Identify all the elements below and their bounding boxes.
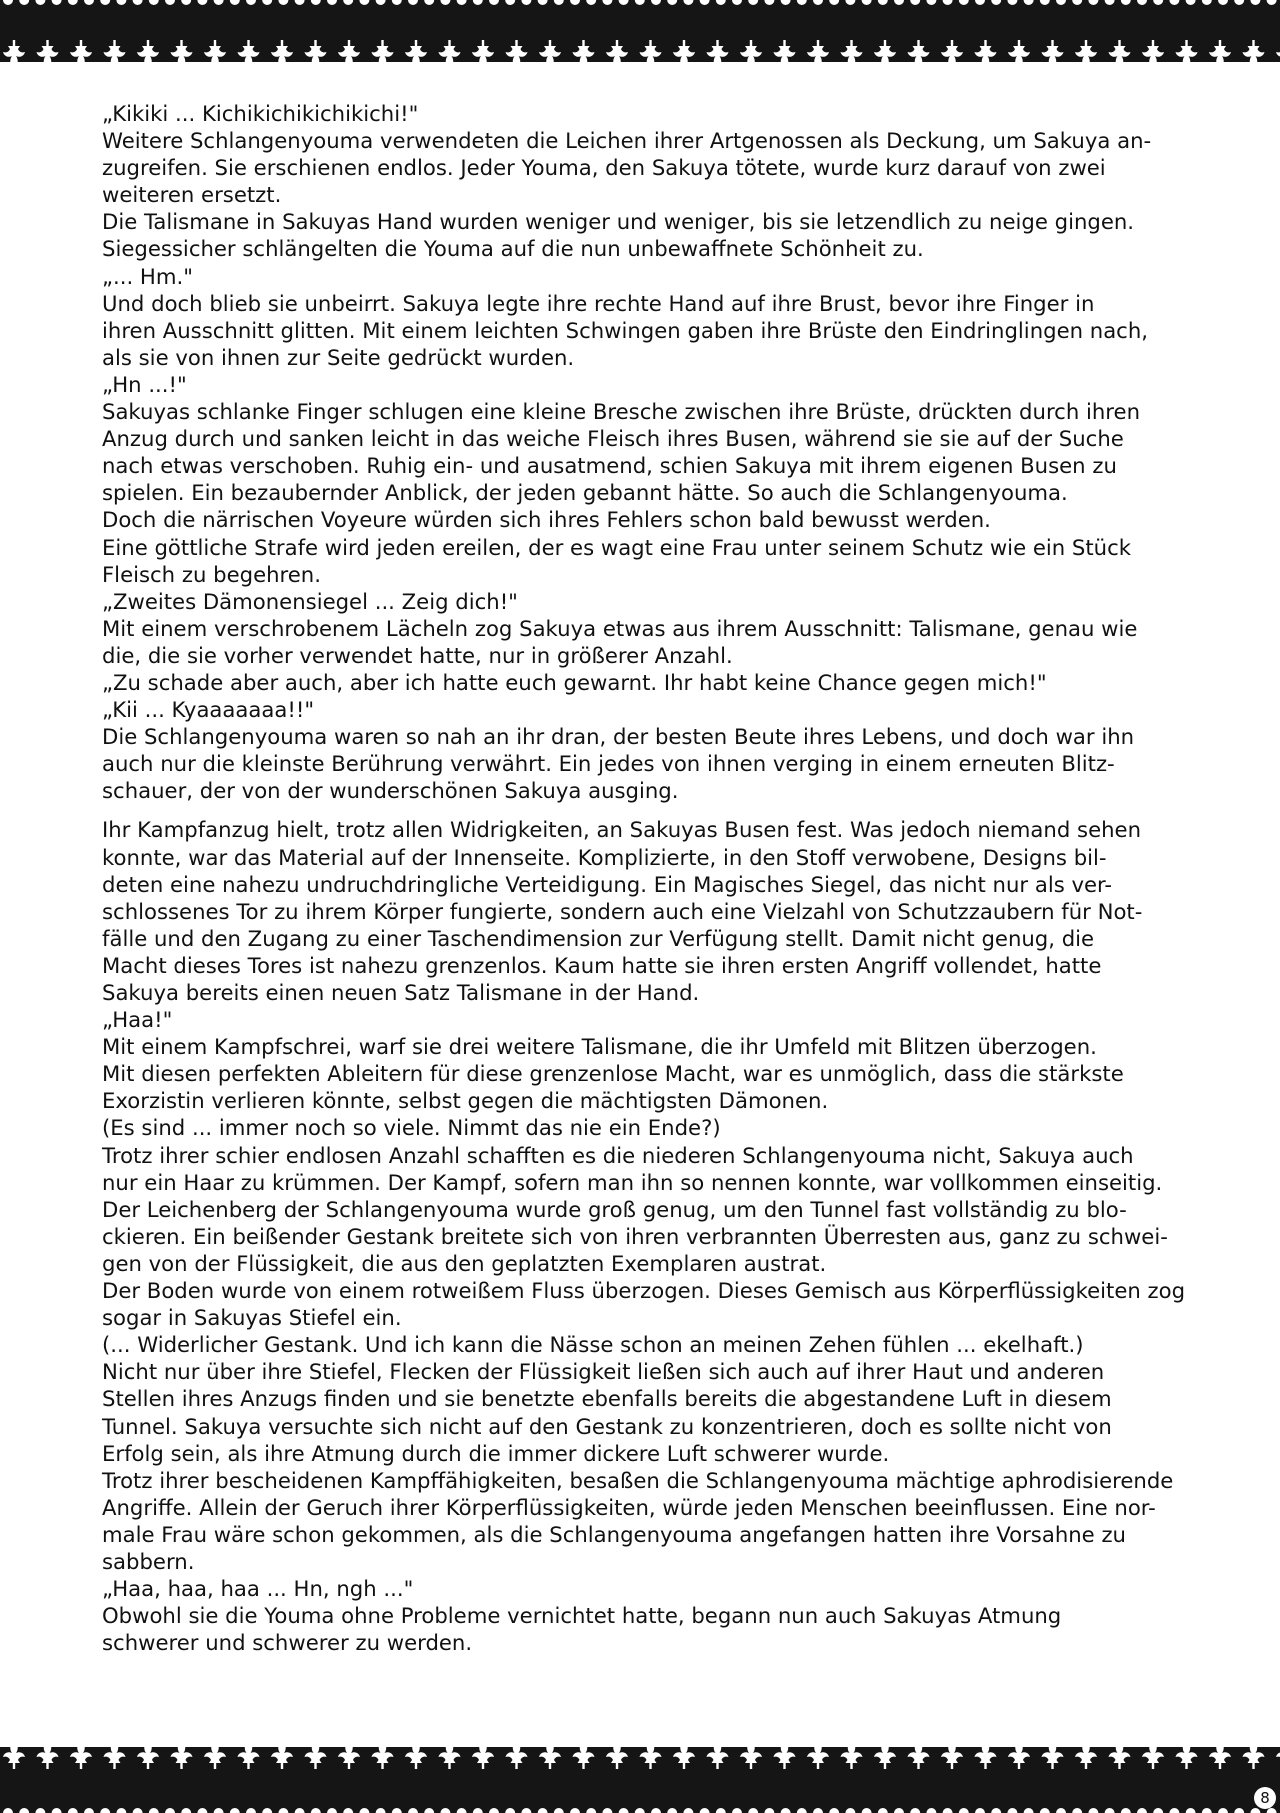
text-line: ckieren. Ein beißender Gestank breitete sich von ihren verbrannten Überresten aus, ganz zu schwei- [102, 1223, 1168, 1249]
text-line: „Haa, haa, haa ... Hn, ngh ..." [102, 1576, 414, 1602]
text-line: als sie von ihnen zur Seite gedrückt wurden. [102, 344, 575, 370]
bottom-border-graphic [0, 1747, 1280, 1813]
text-line: Der Boden wurde von einem rotweißem Fluss überzogen. Dieses Gemisch aus Körperflüssigkeiten zog [102, 1278, 1186, 1304]
text-line: Trotz ihrer schier endlosen Anzahl schafften es die niederen Schlangenyouma nicht, Sakuya auch [102, 1142, 1134, 1168]
text-line: Tunnel. Sakuya versuchte sich nicht auf den Gestank zu konzentrieren, doch es sollte nicht von [102, 1413, 1112, 1439]
text-line: nach etwas verschoben. Ruhig ein- und ausatmend, schien Sakuya mit ihrem eigenen Busen zu [102, 453, 1117, 479]
text-block-1 [102, 100, 1214, 804]
text-line: Die Talismane in Sakuyas Hand wurden weniger und weniger, bis sie letzendlich zu neige gingen. [102, 209, 1135, 235]
text-line: Die Schlangenyouma waren so nah an ihr dran, der besten Beute ihres Lebens, und doch war ihn [102, 724, 1135, 750]
text-line: „Haa!" [102, 1007, 173, 1033]
text-line: schauer, der von der wunderschönen Sakuya ausging. [102, 778, 679, 804]
text-body [102, 100, 1214, 1656]
text-line: „... Hm." [102, 263, 193, 289]
text-line: Stellen ihres Anzugs finden und sie benetzte ebenfalls bereits die abgestandene Luft in diesem [102, 1386, 1112, 1412]
text-line: Erfolg sein, als ihre Atmung durch die immer dickere Luft schwerer wurde. [102, 1440, 890, 1466]
text-line: sogar in Sakuyas Stiefel ein. [102, 1305, 402, 1331]
text-line: „Zweites Dämonensiegel ... Zeig dich!" [102, 588, 518, 614]
text-line: schlossenes Tor zu ihrem Körper fungierte, sondern auch eine Vielzahl von Schutzzaubern für Not- [102, 898, 1143, 924]
text-line: schwerer und schwerer zu werden. [102, 1630, 473, 1656]
text-line: Angriffe. Allein der Geruch ihrer Körperflüssigkeiten, würde jeden Menschen beeinflussen. Eine nor- [102, 1494, 1156, 1520]
text-line: konnte, war das Material auf der Innenseite. Komplizierte, in den Stoff verwobene, Designs bil- [102, 844, 1107, 870]
text-line: „Hn ...!" [102, 371, 187, 397]
text-line: Ihr Kampfanzug hielt, trotz allen Widrigkeiten, an Sakuyas Busen fest. Was jedoch niemand sehen [102, 817, 1141, 843]
text-line: Sakuyas schlanke Finger schlugen eine kleine Bresche zwischen ihre Brüste, drückten durch ihren [102, 399, 1141, 425]
text-line: Anzug durch und sanken leicht in das weiche Fleisch ihres Busen, während sie sie auf der Suche [102, 426, 1124, 452]
text-line: nur ein Haar zu krümmen. Der Kampf, sofern man ihn so nennen konnte, war vollkommen einseitig. [102, 1169, 1163, 1195]
text-line: Der Leichenberg der Schlangenyouma wurde groß genug, um den Tunnel fast vollständig zu blo- [102, 1196, 1127, 1222]
text-line: weiteren ersetzt. [102, 182, 282, 208]
text-line: Siegessicher schlängelten die Youma auf die nun unbewaffnete Schönheit zu. [102, 236, 924, 262]
page-number: 8 [1254, 1787, 1276, 1809]
text-line: Exorzistin verlieren könnte, selbst gegen die mächtigsten Dämonen. [102, 1088, 829, 1114]
text-line: (Es sind ... immer noch so viele. Nimmt das nie ein Ende?) [102, 1115, 721, 1141]
text-line: Mit einem Kampfschrei, warf sie drei weitere Talismane, die ihr Umfeld mit Blitzen überzogen. [102, 1034, 1097, 1060]
text-line: gen von der Flüssigkeit, die aus den geplatzten Exemplaren austrat. [102, 1250, 827, 1276]
text-line: Sakuya bereits einen neuen Satz Talismane in der Hand. [102, 980, 700, 1005]
text-line: spielen. Ein bezaubernder Anblick, der jeden gebannt hätte. So auch die Schlangenyouma. [102, 480, 1068, 506]
text-line: Obwohl sie die Youma ohne Probleme vernichtet hatte, begann nun auch Sakuyas Atmung [102, 1603, 1062, 1629]
text-line: zugreifen. Sie erschienen endlos. Jeder Youma, den Sakuya tötete, wurde kurz darauf von zwei [102, 155, 1106, 181]
text-line: deten eine nahezu undruchdringliche Verteidigung. Ein Magisches Siegel, das nicht nur als ver- [102, 871, 1113, 897]
text-block-2 [102, 816, 1214, 1656]
text-line: „Kii ... Kyaaaaaaa!!" [102, 697, 315, 723]
text-line: Mit diesen perfekten Ableitern für diese grenzenlose Macht, war es unmöglich, dass die stärkste [102, 1061, 1124, 1087]
text-line: die, die sie vorher verwendet hatte, nur in größerer Anzahl. [102, 642, 733, 668]
bottom-ornament-border [0, 1747, 1280, 1813]
text-line: ihren Ausschnitt glitten. Mit einem leichten Schwingen gaben ihre Brüste den Eindringlingen nach, [102, 317, 1148, 343]
text-line: Und doch blieb sie unbeirrt. Sakuya legte ihre rechte Hand auf ihre Brust, bevor ihre Finger in [102, 290, 1095, 316]
text-line: auch nur die kleinste Berührung verwährt. Ein jedes von ihnen verging in einem erneuten Blitz- [102, 751, 1115, 777]
top-border-graphic [0, 0, 1280, 62]
text-line: male Frau wäre schon gekommen, als die Schlangenyouma angefangen hatten ihre Vorsahne zu [102, 1521, 1126, 1547]
text-line: sabbern. [102, 1548, 195, 1574]
text-line: Mit einem verschrobenem Lächeln zog Sakuya etwas aus ihrem Ausschnitt: Talismane, genau wie [102, 615, 1138, 641]
text-line: Trotz ihrer bescheidenen Kampffähigkeiten, besaßen die Schlangenyouma mächtige aphrodisierende [102, 1467, 1174, 1493]
text-line: Doch die närrischen Voyeure würden sich ihres Fehlers schon bald bewusst werden. [102, 507, 991, 533]
text-line: Macht dieses Tores ist nahezu grenzenlos. Kaum hatte sie ihren ersten Angriff vollendet, hatte [102, 952, 1102, 978]
text-line: „Kikiki ... Kichikichikichikichi!" [102, 101, 419, 126]
text-line: fälle und den Zugang zu einer Taschendimension zur Verfügung stellt. Damit nicht genug, die [102, 925, 1095, 951]
text-line: Fleisch zu begehren. [102, 561, 321, 587]
text-line: „Zu schade aber auch, aber ich hatte euch gewarnt. Ihr habt keine Chance gegen mich!" [102, 669, 1047, 695]
text-line: Weitere Schlangenyouma verwendeten die Leichen ihrer Artgenossen als Deckung, um Sakuya an- [102, 128, 1152, 154]
text-line: Eine göttliche Strafe wird jeden ereilen, der es wagt eine Frau unter seinem Schutz wie ein Stück [102, 534, 1132, 560]
text-line: Nicht nur über ihre Stiefel, Flecken der Flüssigkeit ließen sich auch auf ihrer Haut und anderen [102, 1359, 1105, 1385]
text-line: (... Widerlicher Gestank. Und ich kann die Nässe schon an meinen Zehen fühlen ... ekelhaft.) [102, 1332, 1084, 1358]
top-ornament-border [0, 0, 1280, 62]
